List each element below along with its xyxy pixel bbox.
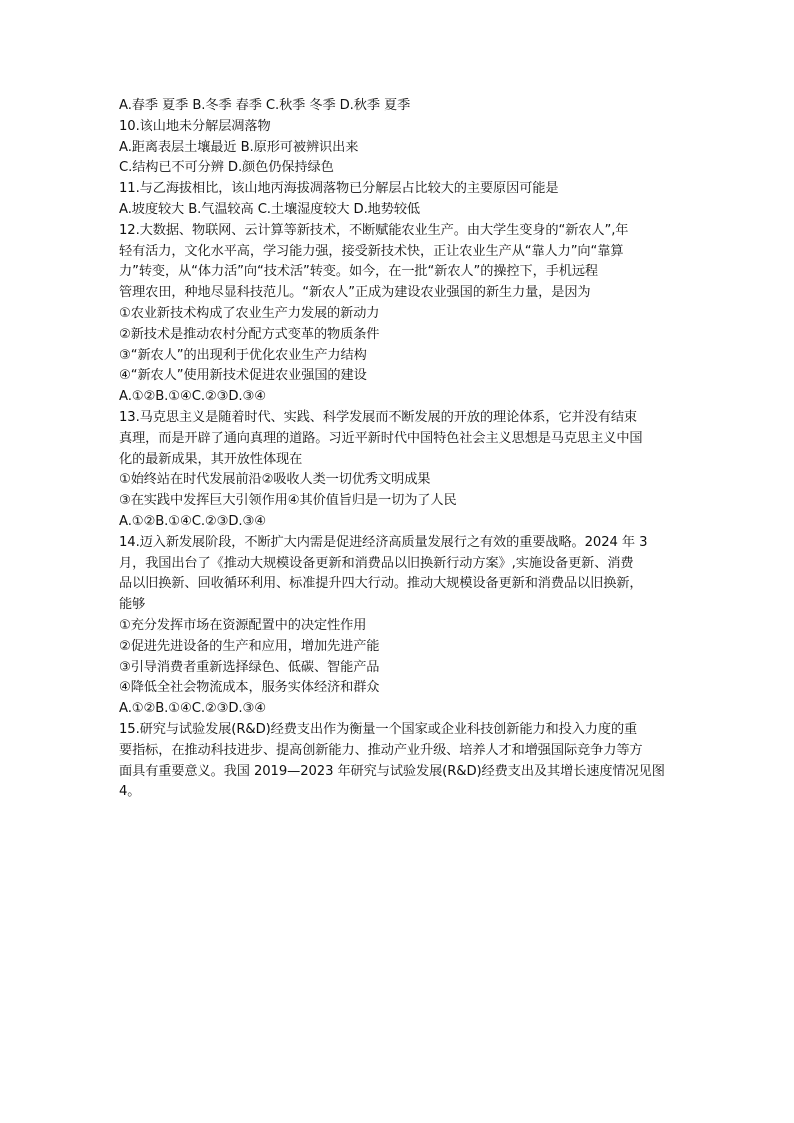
q12-item: ①农业新技术构成了农业生产力发展的新动力 bbox=[119, 305, 380, 321]
q11-options: A.坡度较大 B.气温较高 C.土壤湿度较大 D.地势较低 bbox=[119, 201, 421, 217]
q14-stem-line: 能够 bbox=[119, 597, 146, 613]
q14-item: ①充分发挥市场在资源配置中的决定性作用 bbox=[119, 617, 367, 633]
q12-options: A.①②B.①④C.②③D.③④ bbox=[119, 389, 266, 405]
q14-stem-line: 14.迈入新发展阶段，不断扩大内需是促进经济高质量发展行之有效的重要战略。2024 年 3 bbox=[119, 534, 648, 550]
q13-item: ①始终站在时代发展前沿②吸收人类一切优秀文明成果 bbox=[119, 472, 431, 488]
q14-item: ②促进先进设备的生产和应用，增加先进产能 bbox=[119, 638, 380, 654]
q14-options: A.①②B.①④C.②③D.③④ bbox=[119, 701, 266, 717]
q10-stem: 10.该山地未分解层凋落物 bbox=[119, 118, 271, 134]
q14-item: ④降低全社会物流成本，服务实体经济和群众 bbox=[119, 680, 380, 696]
q13-options: A.①②B.①④C.②③D.③④ bbox=[119, 513, 266, 529]
q9-options: A.春季 夏季 B.冬季 春季 C.秋季 冬季 D.秋季 夏季 bbox=[119, 98, 411, 113]
q12-item: ③“新农人”的出现利于优化农业生产力结构 bbox=[119, 347, 367, 363]
q15-stem-line: 15.研究与试验发展(R&D)经费支出作为衡量一个国家或企业科技创新能力和投入力度的重 bbox=[119, 721, 638, 737]
q12-stem-line: 12.大数据、物联网、云计算等新技术，不断赋能农业生产。由大学生变身的“新农人”,年 bbox=[119, 222, 629, 238]
q14-stem-line: 品以旧换新、回收循环利用、标准提升四大行动。推动大规模设备更新和消费品以旧换新， bbox=[119, 576, 643, 592]
q10-options-line-2: C.结构已不可分辨 D.颜色仍保持绿色 bbox=[119, 160, 334, 176]
q15-stem-line: 4。 bbox=[119, 784, 141, 800]
q13-stem-line: 真理，而是开辟了通向真理的道路。习近平新时代中国特色社会主义思想是马克思主义中国 bbox=[119, 430, 643, 446]
q10-options-line-1: A.距离表层土壤最近 B.原形可被辨识出来 bbox=[119, 139, 359, 155]
q11-stem: 11.与乙海拔相比，该山地丙海拔凋落物已分解层占比较大的主要原因可能是 bbox=[119, 181, 559, 197]
q12-item: ④“新农人”使用新技术促进农业强国的建设 bbox=[119, 368, 367, 384]
q13-item: ③在实践中发挥巨大引领作用④其价值旨归是一切为了人民 bbox=[119, 493, 457, 509]
exam-page-body bbox=[119, 96, 689, 803]
q13-stem-line: 13.马克思主义是随着时代、实践、科学发展而不断发展的开放的理论体系，它并没有结束 bbox=[119, 409, 637, 425]
q14-stem-line: 月，我国出台了《推动大规模设备更新和消费品以旧换新行动方案》,实施设备更新、消费 bbox=[119, 555, 634, 571]
q12-stem-line: 力”转变，从“体力活”向“技术活”转变。如今，在一批“新农人”的操控下，手机远程 bbox=[119, 264, 599, 280]
q12-stem-line: 轻有活力，文化水平高，学习能力强，接受新技术快，正让农业生产从“靠人力”向“靠算 bbox=[119, 243, 624, 259]
q12-stem-line: 管理农田，种地尽显科技范儿。“新农人”正成为建设农业强国的新生力量，是因为 bbox=[119, 285, 591, 301]
q15-stem-line: 面具有重要意义。我国 2019—2023 年研究与试验发展(R&D)经费支出及其增长速度情况见图 bbox=[119, 763, 665, 779]
q15-stem-line: 要指标，在推动科技进步、提高创新能力、推动产业升级、培养人才和增强国际竞争力等方 bbox=[119, 742, 643, 758]
q13-stem-line: 化的最新成果，其开放性体现在 bbox=[119, 451, 303, 467]
q14-item: ③引导消费者重新选择绿色、低碳、智能产品 bbox=[119, 659, 380, 675]
q12-item: ②新技术是推动农村分配方式变革的物质条件 bbox=[119, 326, 380, 342]
